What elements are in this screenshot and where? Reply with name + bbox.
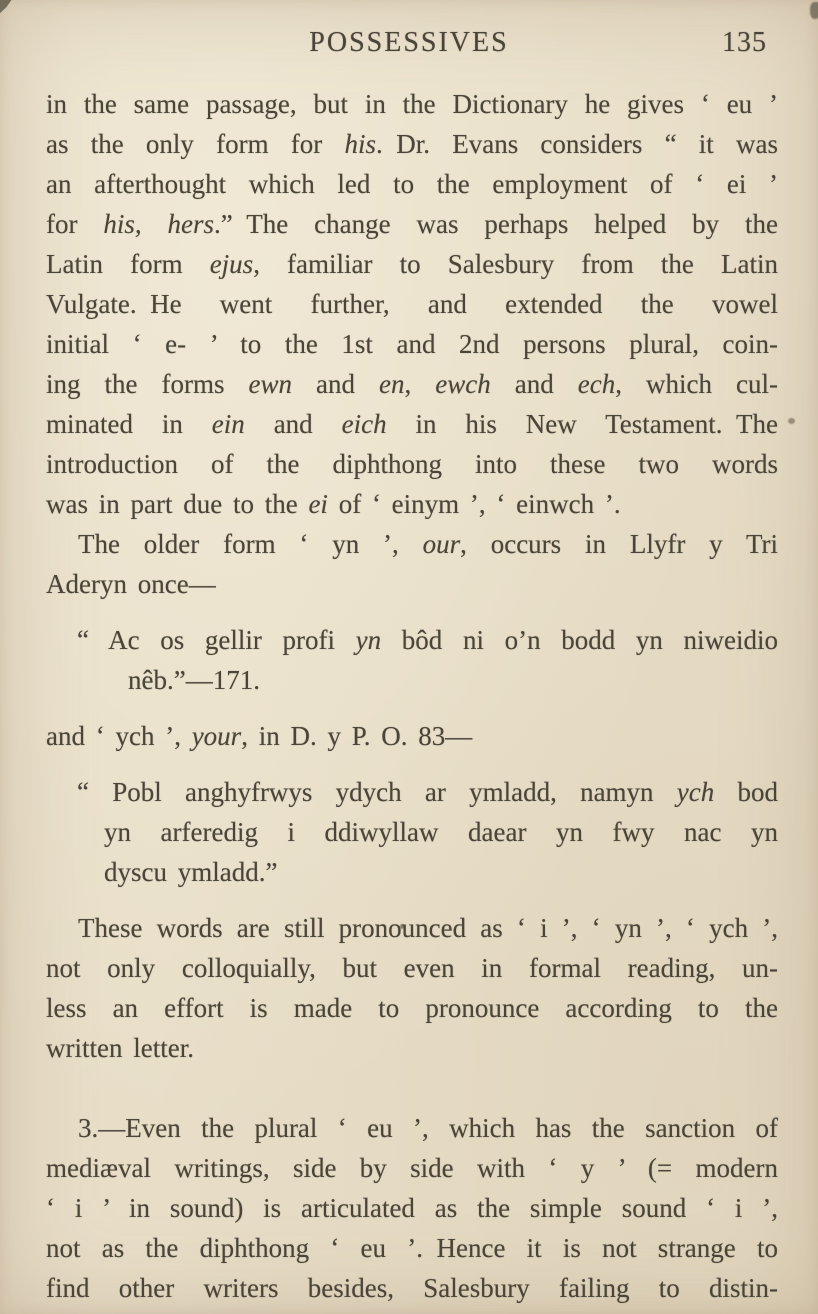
text-segment: yn arferedig i ddiwyllaw daear yn fwy nac yn	[104, 817, 778, 847]
text-segment: and	[244, 409, 342, 439]
text-segment: an afterthought which led to the employment of ‘ ei ’	[46, 169, 778, 199]
text-line	[77, 620, 778, 660]
text-line	[46, 716, 778, 756]
text-segment: Latin form	[46, 249, 210, 279]
text-segment: bod	[714, 777, 778, 807]
italic-text: our	[422, 529, 461, 559]
text-segment: find other writers besides, Salesbury failing to distin-	[46, 1273, 778, 1303]
text-line	[46, 204, 778, 244]
page-header	[0, 22, 818, 64]
text-line	[46, 1228, 778, 1268]
paragraph	[46, 524, 778, 604]
paragraph	[46, 1108, 778, 1308]
italic-text: ewch	[435, 369, 491, 399]
text-segment: The older form ‘ yn ’,	[78, 529, 423, 559]
text-segment: ‘ i ’ in sound) is articulated as the simple sound ‘ i ’,	[46, 1193, 778, 1223]
italic-text: ewn	[248, 369, 293, 399]
text-segment: , which cul-	[615, 369, 779, 399]
text-segment: . Dr. Evans considers “ it was	[376, 129, 778, 159]
italic-text: eich	[341, 409, 387, 439]
block-quote	[46, 772, 778, 892]
italic-text: ech	[577, 369, 616, 399]
text-line	[77, 772, 778, 812]
text-line	[46, 164, 778, 204]
page-number: 135	[722, 27, 767, 58]
scan-blemish-top-right	[810, 2, 818, 19]
italic-text: ei	[308, 489, 328, 519]
text-segment: minated in	[46, 409, 212, 439]
text-line	[46, 124, 778, 164]
text-line	[46, 84, 778, 124]
text-segment: , in D. y P. O. 83—	[241, 721, 473, 751]
text-line	[46, 244, 778, 284]
italic-text: ejus	[209, 249, 254, 279]
text-segment: in the same passage, but in the Dictionary he gives ‘ eu ’	[46, 89, 778, 119]
text-segment: and ‘ ych ’,	[46, 721, 192, 751]
text-segment: These words are still pronounced as ‘ i ’, ‘ yn ’, ‘ ych ’,	[78, 913, 778, 943]
text-segment: .” The change was perhaps helped by the	[214, 209, 778, 239]
text-segment: in his New Testament. The	[386, 409, 778, 439]
text-segment: written letter.	[46, 1033, 194, 1063]
text-line	[46, 1108, 778, 1148]
text-segment: ing the forms	[46, 369, 249, 399]
text-line	[46, 284, 778, 324]
text-segment: , occurs in Llyfr y Tri	[460, 529, 779, 559]
italic-text: his, hers	[103, 209, 215, 239]
paragraph	[46, 84, 778, 524]
italic-text: en	[379, 369, 405, 399]
text-line	[46, 484, 778, 524]
text-segment: “ Pobl anghyfrwys ydych ar ymladd, namyn	[77, 777, 677, 807]
text-segment: initial ‘ e- ’ to the 1st and 2nd persons plural, coin-	[46, 329, 778, 359]
text-line	[104, 660, 778, 700]
italic-text: yn	[355, 625, 382, 655]
text-line	[46, 1148, 778, 1188]
text-line	[46, 1188, 778, 1228]
text-segment: dyscu ymladd.”	[104, 857, 278, 887]
block-quote	[46, 620, 778, 700]
text-segment: as the only form for	[46, 129, 345, 159]
text-line	[46, 988, 778, 1028]
text-segment: and	[292, 369, 380, 399]
text-line	[104, 812, 778, 852]
text-segment: ,	[404, 369, 436, 399]
text-segment: 3.—Even the plural ‘ eu ’, which has the sanction of	[78, 1113, 778, 1143]
paragraph	[46, 908, 778, 1068]
text-line	[46, 1028, 778, 1068]
text-segment: introduction of the diphthong into these two words	[46, 449, 778, 479]
italic-text: ein	[211, 409, 245, 439]
text-segment: less an effort is made to pronounce according to the	[46, 993, 778, 1023]
text-segment: “ Ac os gellir profi	[77, 625, 356, 655]
text-line	[46, 324, 778, 364]
text-segment: for	[46, 209, 104, 239]
text-segment: Vulgate. He went further, and extended the vowel	[46, 289, 778, 319]
text-segment: was in part due to the	[46, 489, 309, 519]
italic-text: your	[191, 721, 242, 751]
text-line	[46, 364, 778, 404]
text-segment: not only colloquially, but even in formal reading, un-	[46, 953, 778, 983]
text-segment: of ‘ einym ’, ‘ einwch ’.	[327, 489, 621, 519]
paragraph	[46, 716, 778, 756]
running-title: POSSESSIVES	[309, 27, 509, 58]
text-segment: mediæval writings, side by side with ‘ y ’ (= modern	[46, 1153, 778, 1183]
text-line	[46, 524, 778, 564]
text-segment: Aderyn once—	[46, 569, 216, 599]
text-segment: , familiar to Salesbury from the Latin	[253, 249, 778, 279]
scan-blemish-right	[788, 418, 795, 424]
text-line	[46, 1268, 778, 1308]
text-segment: and	[490, 369, 578, 399]
text-line	[46, 564, 778, 604]
scan-blemish-top-left	[0, 0, 15, 17]
text-segment: nêb.”—171.	[128, 665, 260, 695]
text-line	[46, 948, 778, 988]
page-body	[46, 84, 778, 1308]
text-line	[46, 908, 778, 948]
text-segment: bôd ni o’n bodd yn niweidio	[381, 625, 778, 655]
text-line	[104, 852, 778, 892]
italic-text: his	[344, 129, 377, 159]
text-line	[46, 404, 778, 444]
italic-text: ych	[676, 777, 715, 807]
text-segment: not as the diphthong ‘ eu ’. Hence it is not strange to	[46, 1233, 778, 1263]
text-line	[46, 444, 778, 484]
